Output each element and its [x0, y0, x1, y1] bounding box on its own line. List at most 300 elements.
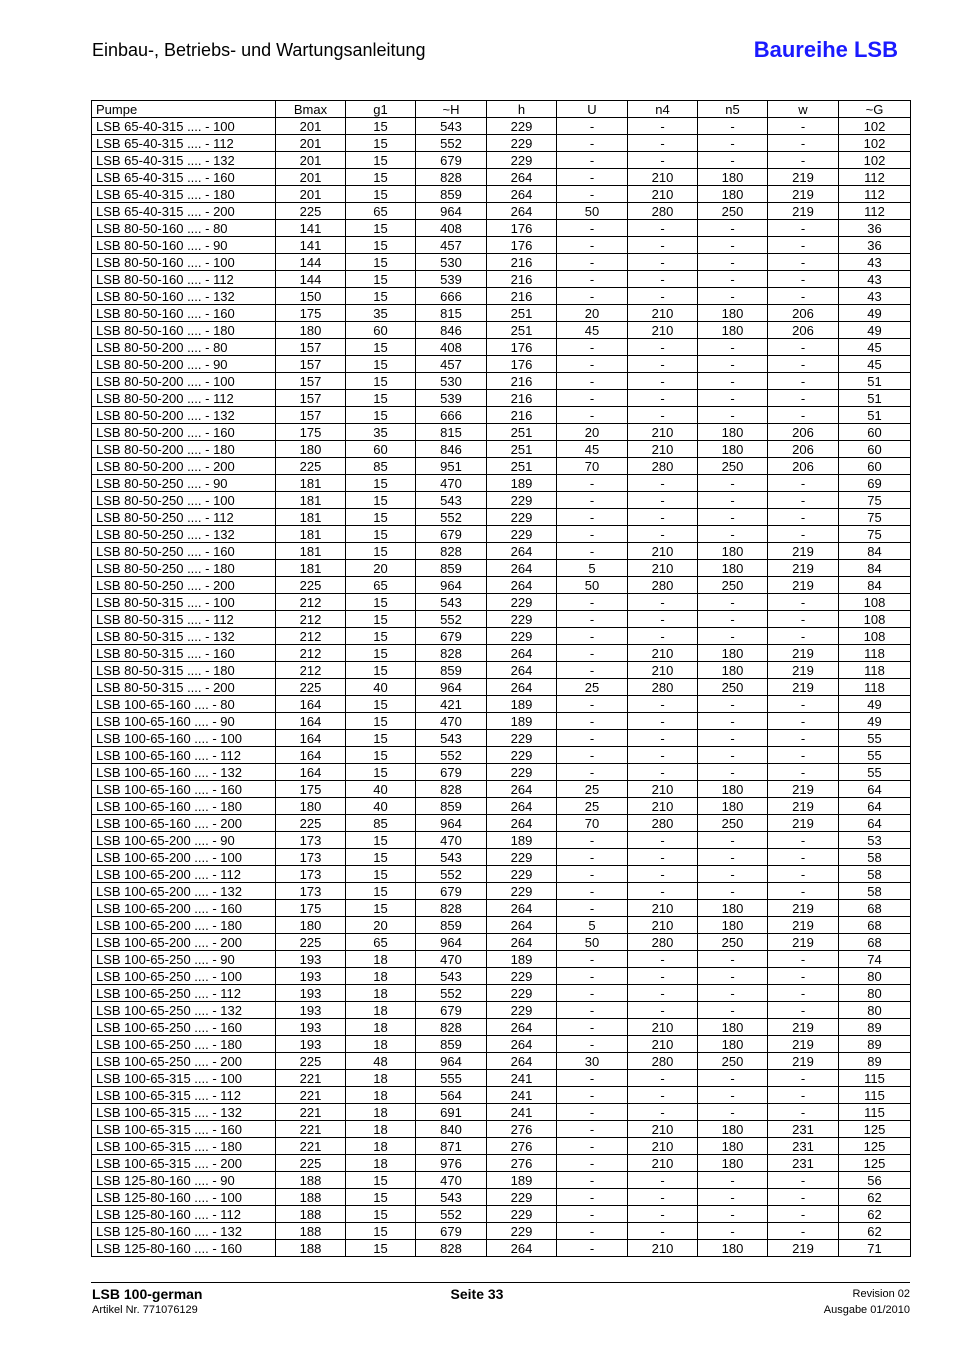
table-cell: - — [698, 509, 768, 526]
table-cell: - — [698, 237, 768, 254]
table-cell: 164 — [276, 730, 346, 747]
table-row — [92, 1019, 911, 1036]
table-cell: 229 — [487, 968, 557, 985]
table-cell: 180 — [698, 441, 768, 458]
table-cell: - — [628, 339, 698, 356]
table-cell: LSB 65-40-315 .... - 112 — [92, 135, 276, 152]
table-cell: - — [628, 407, 698, 424]
table-cell: LSB 80-50-250 .... - 112 — [92, 509, 276, 526]
table-cell: 15 — [346, 373, 416, 390]
table-cell: 251 — [487, 441, 557, 458]
table-cell: 51 — [839, 407, 911, 424]
table-cell: LSB 100-65-160 .... - 80 — [92, 696, 276, 713]
table-cell: 188 — [276, 1172, 346, 1189]
table-cell: LSB 80-50-160 .... - 100 — [92, 254, 276, 271]
table-cell: 75 — [839, 509, 911, 526]
table-cell: 840 — [416, 1121, 487, 1138]
table-cell: 49 — [839, 713, 911, 730]
table-cell: - — [628, 730, 698, 747]
table-row — [92, 1036, 911, 1053]
table-cell: LSB 125-80-160 .... - 132 — [92, 1223, 276, 1240]
table-cell: 25 — [557, 781, 628, 798]
table-cell: LSB 100-65-160 .... - 112 — [92, 747, 276, 764]
table-cell: 25 — [557, 798, 628, 815]
table-row — [92, 934, 911, 951]
table-cell: 219 — [768, 543, 839, 560]
table-cell: 75 — [839, 492, 911, 509]
table-cell: 210 — [628, 645, 698, 662]
footer-revision: Revision 02 — [852, 1288, 910, 1300]
table-cell: 871 — [416, 1138, 487, 1155]
table-cell: - — [768, 237, 839, 254]
table-cell: 60 — [839, 458, 911, 475]
table-cell: 189 — [487, 713, 557, 730]
table-cell: 679 — [416, 764, 487, 781]
table-cell: 36 — [839, 237, 911, 254]
table-cell: 180 — [276, 441, 346, 458]
table-cell: 181 — [276, 543, 346, 560]
table-cell: - — [698, 713, 768, 730]
footer-doc-name: LSB 100-german — [92, 1286, 203, 1302]
table-cell: 15 — [346, 713, 416, 730]
table-cell: 216 — [487, 271, 557, 288]
table-cell: LSB 100-65-200 .... - 180 — [92, 917, 276, 934]
table-cell: - — [768, 509, 839, 526]
table-cell: - — [628, 849, 698, 866]
table-cell: LSB 100-65-160 .... - 90 — [92, 713, 276, 730]
table-cell: - — [628, 747, 698, 764]
table-cell: LSB 80-50-250 .... - 200 — [92, 577, 276, 594]
table-cell: 40 — [346, 781, 416, 798]
table-cell: - — [557, 1121, 628, 1138]
table-cell: 846 — [416, 441, 487, 458]
table-row — [92, 373, 911, 390]
table-cell: 543 — [416, 492, 487, 509]
table-cell: 470 — [416, 832, 487, 849]
table-cell: - — [557, 730, 628, 747]
table-row — [92, 526, 911, 543]
table-cell: 58 — [839, 849, 911, 866]
table-cell: 157 — [276, 356, 346, 373]
table-cell: 206 — [768, 322, 839, 339]
table-cell: 181 — [276, 492, 346, 509]
table-cell: 210 — [628, 1019, 698, 1036]
table-cell: 859 — [416, 186, 487, 203]
table-cell: 180 — [276, 322, 346, 339]
table-cell: - — [557, 1070, 628, 1087]
table-cell: 75 — [839, 526, 911, 543]
table-cell: 49 — [839, 305, 911, 322]
table-cell: - — [768, 611, 839, 628]
table-cell: LSB 80-50-250 .... - 90 — [92, 475, 276, 492]
table-cell: 229 — [487, 1002, 557, 1019]
table-cell: 229 — [487, 764, 557, 781]
table-cell: 15 — [346, 390, 416, 407]
table-cell: 173 — [276, 832, 346, 849]
table-cell: 164 — [276, 696, 346, 713]
table-cell: 264 — [487, 186, 557, 203]
table-cell: 15 — [346, 730, 416, 747]
table-cell: 141 — [276, 237, 346, 254]
table-cell: 251 — [487, 322, 557, 339]
table-cell: - — [557, 186, 628, 203]
table-cell: 264 — [487, 662, 557, 679]
table-row — [92, 628, 911, 645]
column-header: n5 — [698, 101, 768, 118]
table-cell: 828 — [416, 645, 487, 662]
table-cell: LSB 80-50-250 .... - 132 — [92, 526, 276, 543]
table-cell: 176 — [487, 339, 557, 356]
table-row — [92, 968, 911, 985]
table-cell: 543 — [416, 1189, 487, 1206]
table-cell: LSB 100-65-250 .... - 200 — [92, 1053, 276, 1070]
table-cell: 115 — [839, 1070, 911, 1087]
table-cell: - — [557, 951, 628, 968]
table-cell: - — [698, 475, 768, 492]
table-cell: 64 — [839, 798, 911, 815]
table-cell: - — [768, 628, 839, 645]
table-cell: 175 — [276, 781, 346, 798]
table-cell: - — [768, 951, 839, 968]
table-cell: 229 — [487, 492, 557, 509]
table-cell: - — [628, 883, 698, 900]
table-cell: - — [698, 628, 768, 645]
table-cell: 229 — [487, 1189, 557, 1206]
table-cell: - — [557, 237, 628, 254]
table-cell: 45 — [557, 322, 628, 339]
table-cell: 964 — [416, 203, 487, 220]
table-cell: - — [768, 1189, 839, 1206]
table-cell: 15 — [346, 1240, 416, 1257]
table-cell: 60 — [346, 322, 416, 339]
table-cell: 225 — [276, 577, 346, 594]
table-cell: 180 — [698, 798, 768, 815]
table-cell: 62 — [839, 1206, 911, 1223]
table-cell: 50 — [557, 577, 628, 594]
table-cell: - — [768, 118, 839, 135]
table-cell: LSB 125-80-160 .... - 160 — [92, 1240, 276, 1257]
table-cell: LSB 100-65-200 .... - 90 — [92, 832, 276, 849]
table-cell: - — [698, 254, 768, 271]
table-cell: 539 — [416, 390, 487, 407]
table-cell: LSB 100-65-315 .... - 112 — [92, 1087, 276, 1104]
table-cell: 180 — [698, 186, 768, 203]
table-cell: LSB 80-50-250 .... - 160 — [92, 543, 276, 560]
table-cell: - — [628, 288, 698, 305]
table-cell: 15 — [346, 288, 416, 305]
table-cell: - — [557, 169, 628, 186]
table-cell: 60 — [839, 441, 911, 458]
table-cell: 280 — [628, 934, 698, 951]
table-row — [92, 424, 911, 441]
table-cell: 219 — [768, 917, 839, 934]
table-cell: 84 — [839, 560, 911, 577]
table-cell: 62 — [839, 1189, 911, 1206]
table-row — [92, 577, 911, 594]
table-cell: 157 — [276, 339, 346, 356]
table-cell: 164 — [276, 764, 346, 781]
table-cell: 221 — [276, 1087, 346, 1104]
table-cell: 280 — [628, 577, 698, 594]
table-cell: 241 — [487, 1104, 557, 1121]
table-cell: 210 — [628, 560, 698, 577]
table-cell: 180 — [698, 322, 768, 339]
table-cell: - — [557, 407, 628, 424]
table-cell: 555 — [416, 1070, 487, 1087]
table-cell: 828 — [416, 543, 487, 560]
table-cell: 408 — [416, 220, 487, 237]
table-cell: - — [768, 220, 839, 237]
table-cell: 229 — [487, 152, 557, 169]
table-cell: 181 — [276, 475, 346, 492]
table-cell: 201 — [276, 135, 346, 152]
table-row — [92, 1189, 911, 1206]
table-cell: 62 — [839, 1223, 911, 1240]
table-cell: 212 — [276, 611, 346, 628]
table-cell: 212 — [276, 662, 346, 679]
table-cell: - — [628, 713, 698, 730]
table-cell: - — [628, 1206, 698, 1223]
table-row — [92, 1087, 911, 1104]
table-cell: 60 — [839, 424, 911, 441]
table-cell: - — [698, 1223, 768, 1240]
table-cell: 181 — [276, 509, 346, 526]
footer-page-number: Seite 33 — [450, 1286, 504, 1302]
table-cell: 225 — [276, 679, 346, 696]
table-cell: - — [768, 339, 839, 356]
table-cell: 69 — [839, 475, 911, 492]
table-cell: - — [768, 135, 839, 152]
table-cell: 216 — [487, 288, 557, 305]
table-cell: 552 — [416, 747, 487, 764]
table-cell: 543 — [416, 594, 487, 611]
table-cell: 470 — [416, 1172, 487, 1189]
table-cell: LSB 100-65-315 .... - 132 — [92, 1104, 276, 1121]
table-cell: - — [768, 407, 839, 424]
table-cell: 18 — [346, 1104, 416, 1121]
table-cell: LSB 125-80-160 .... - 100 — [92, 1189, 276, 1206]
column-header: w — [768, 101, 839, 118]
table-cell: - — [557, 339, 628, 356]
table-cell: 225 — [276, 203, 346, 220]
table-cell: 51 — [839, 390, 911, 407]
table-cell: - — [557, 1223, 628, 1240]
table-cell: 280 — [628, 679, 698, 696]
table-cell: 15 — [346, 407, 416, 424]
table-cell: 141 — [276, 220, 346, 237]
table-row — [92, 271, 911, 288]
table-cell: 229 — [487, 135, 557, 152]
table-cell: 18 — [346, 1002, 416, 1019]
table-cell: - — [557, 1206, 628, 1223]
table-cell: 229 — [487, 985, 557, 1002]
table-cell: 71 — [839, 1240, 911, 1257]
column-header: n4 — [628, 101, 698, 118]
table-cell: 188 — [276, 1240, 346, 1257]
table-row — [92, 407, 911, 424]
table-cell: 264 — [487, 679, 557, 696]
table-cell: 264 — [487, 1053, 557, 1070]
table-cell: 125 — [839, 1121, 911, 1138]
column-header: g1 — [346, 101, 416, 118]
table-cell: - — [698, 1189, 768, 1206]
table-cell: - — [698, 526, 768, 543]
table-cell: - — [768, 475, 839, 492]
table-cell: 51 — [839, 373, 911, 390]
table-cell: 15 — [346, 594, 416, 611]
table-cell: LSB 65-40-315 .... - 100 — [92, 118, 276, 135]
table-cell: - — [768, 866, 839, 883]
table-cell: 189 — [487, 1172, 557, 1189]
table-cell: LSB 100-65-315 .... - 180 — [92, 1138, 276, 1155]
table-row — [92, 1070, 911, 1087]
table-cell: - — [768, 730, 839, 747]
table-cell: 5 — [557, 560, 628, 577]
table-cell: 210 — [628, 917, 698, 934]
table-cell: 241 — [487, 1070, 557, 1087]
table-cell: 859 — [416, 662, 487, 679]
table-row — [92, 611, 911, 628]
table-cell: - — [698, 118, 768, 135]
table-cell: 210 — [628, 1155, 698, 1172]
table-cell: 193 — [276, 1019, 346, 1036]
table-cell: 828 — [416, 1019, 487, 1036]
table-cell: 229 — [487, 866, 557, 883]
table-cell: 530 — [416, 373, 487, 390]
table-cell: 250 — [698, 1053, 768, 1070]
table-cell: - — [768, 271, 839, 288]
table-cell: 201 — [276, 118, 346, 135]
table-cell: 68 — [839, 900, 911, 917]
table-cell: 264 — [487, 815, 557, 832]
table-cell: - — [628, 1104, 698, 1121]
table-row — [92, 203, 911, 220]
table-cell: 15 — [346, 747, 416, 764]
table-cell: 118 — [839, 679, 911, 696]
table-cell: 264 — [487, 645, 557, 662]
table-cell: 15 — [346, 135, 416, 152]
table-cell: 815 — [416, 424, 487, 441]
table-cell: 216 — [487, 407, 557, 424]
table-cell: 250 — [698, 679, 768, 696]
table-cell: - — [628, 951, 698, 968]
table-cell: 264 — [487, 1240, 557, 1257]
table-cell: 210 — [628, 1121, 698, 1138]
table-cell: 181 — [276, 526, 346, 543]
table-cell: 264 — [487, 169, 557, 186]
table-row — [92, 186, 911, 203]
pump-dimensions-table — [91, 100, 911, 1257]
table-row — [92, 441, 911, 458]
table-cell: 45 — [839, 339, 911, 356]
table-cell: 219 — [768, 169, 839, 186]
table-cell: - — [557, 866, 628, 883]
table-cell: 250 — [698, 458, 768, 475]
table-cell: - — [628, 628, 698, 645]
table-row — [92, 339, 911, 356]
table-row — [92, 917, 911, 934]
table-cell: LSB 100-65-250 .... - 112 — [92, 985, 276, 1002]
table-cell: - — [557, 1002, 628, 1019]
table-cell: LSB 100-65-200 .... - 200 — [92, 934, 276, 951]
table-cell: 180 — [698, 543, 768, 560]
table-cell: 193 — [276, 968, 346, 985]
table-cell: - — [768, 1070, 839, 1087]
table-cell: - — [628, 390, 698, 407]
table-cell: LSB 80-50-160 .... - 112 — [92, 271, 276, 288]
table-cell: 280 — [628, 458, 698, 475]
table-cell: - — [768, 594, 839, 611]
table-cell: 180 — [698, 917, 768, 934]
table-cell: 264 — [487, 917, 557, 934]
table-cell: 15 — [346, 118, 416, 135]
table-cell: 18 — [346, 1155, 416, 1172]
table-cell: 173 — [276, 883, 346, 900]
table-row — [92, 390, 911, 407]
table-cell: 219 — [768, 798, 839, 815]
table-cell: 231 — [768, 1121, 839, 1138]
table-cell: - — [768, 1172, 839, 1189]
column-header: Bmax — [276, 101, 346, 118]
table-cell: LSB 100-65-315 .... - 200 — [92, 1155, 276, 1172]
table-header-row — [92, 101, 911, 118]
table-cell: LSB 65-40-315 .... - 160 — [92, 169, 276, 186]
table-cell: - — [628, 237, 698, 254]
table-cell: - — [628, 611, 698, 628]
table-cell: - — [628, 373, 698, 390]
table-cell: 530 — [416, 254, 487, 271]
table-cell: - — [557, 696, 628, 713]
table-cell: - — [628, 764, 698, 781]
table-cell: LSB 100-65-250 .... - 132 — [92, 1002, 276, 1019]
table-row — [92, 951, 911, 968]
table-cell: 68 — [839, 934, 911, 951]
table-cell: - — [768, 849, 839, 866]
table-cell: 264 — [487, 203, 557, 220]
table-cell: - — [628, 135, 698, 152]
table-row — [92, 781, 911, 798]
table-cell: - — [698, 730, 768, 747]
table-cell: - — [698, 1002, 768, 1019]
table-cell: 193 — [276, 1002, 346, 1019]
table-cell: 180 — [698, 900, 768, 917]
table-cell: 225 — [276, 934, 346, 951]
table-cell: 225 — [276, 815, 346, 832]
table-cell: - — [557, 526, 628, 543]
table-cell: 193 — [276, 985, 346, 1002]
table-cell: - — [628, 1070, 698, 1087]
table-cell: 210 — [628, 424, 698, 441]
table-cell: - — [557, 1036, 628, 1053]
table-cell: 85 — [346, 815, 416, 832]
table-cell: 43 — [839, 254, 911, 271]
table-cell: 15 — [346, 169, 416, 186]
table-cell: 564 — [416, 1087, 487, 1104]
table-cell: - — [768, 764, 839, 781]
table-cell: LSB 80-50-160 .... - 180 — [92, 322, 276, 339]
table-cell: 20 — [557, 305, 628, 322]
table-cell: - — [768, 747, 839, 764]
table-cell: 201 — [276, 169, 346, 186]
table-cell: - — [698, 696, 768, 713]
table-cell: LSB 100-65-250 .... - 90 — [92, 951, 276, 968]
table-cell: 112 — [839, 203, 911, 220]
table-cell: 15 — [346, 339, 416, 356]
table-cell: - — [628, 152, 698, 169]
table-cell: 180 — [698, 305, 768, 322]
table-cell: - — [628, 968, 698, 985]
table-cell: 219 — [768, 815, 839, 832]
